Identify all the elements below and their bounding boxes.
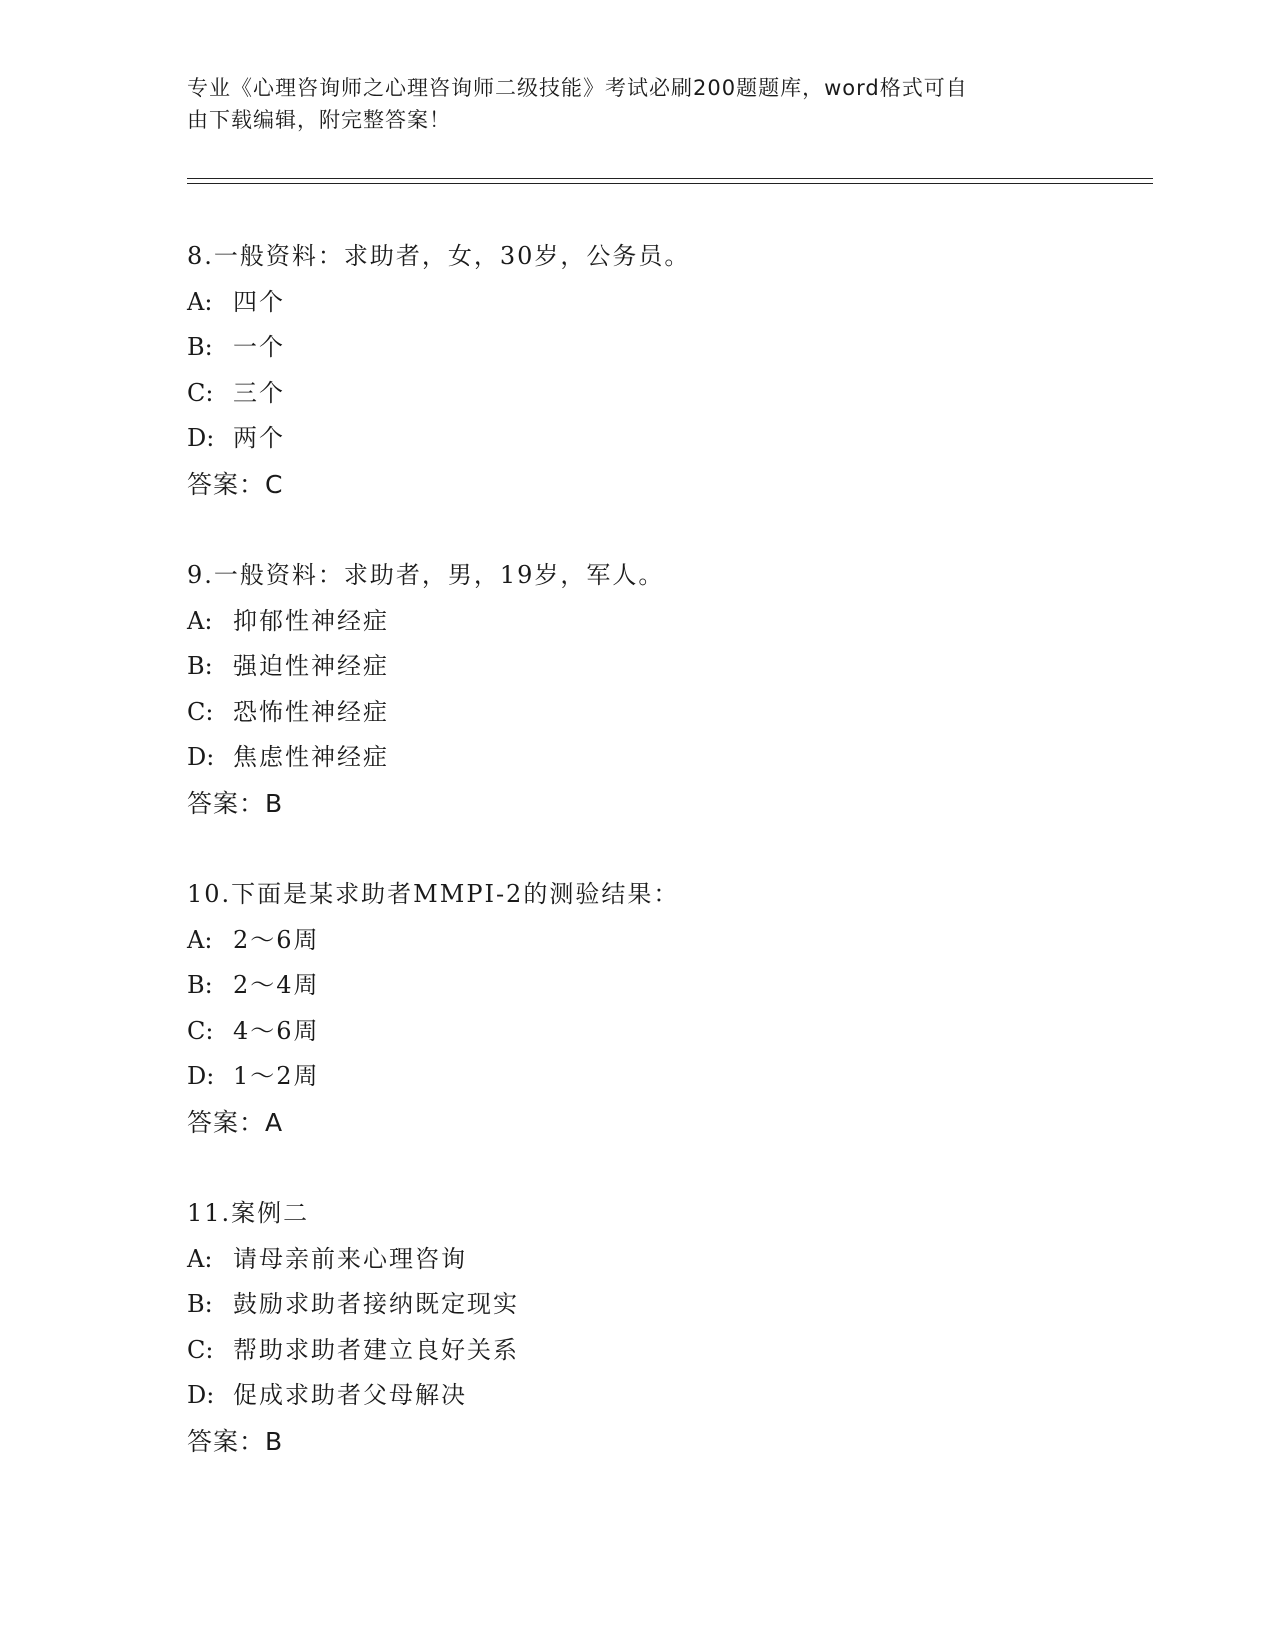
option-d: [187, 1054, 1087, 1100]
option-text: 一个: [233, 333, 285, 361]
answer-line: 答案：A: [187, 1107, 284, 1137]
header-line-2: 由下载编辑，附完整答案！: [187, 108, 451, 132]
question-block: [187, 1191, 1087, 1464]
answer-line: 答案：B: [187, 788, 284, 818]
option-text: 2～6周: [233, 925, 320, 954]
option-letter: C:: [187, 378, 214, 407]
option-d: [187, 735, 1087, 781]
option-letter: B:: [187, 652, 213, 680]
header-divider-top: [187, 178, 1153, 179]
option-text: 鼓励求助者接纳既定现实: [233, 1290, 519, 1318]
option-b: [187, 325, 1087, 371]
question-block: [187, 872, 1087, 1145]
option-letter: A:: [187, 925, 213, 954]
option-d: [187, 416, 1087, 462]
question-stem: 10.下面是某求助者MMPI-2的测验结果：: [187, 880, 680, 908]
option-text: 恐怖性神经症: [233, 697, 389, 726]
option-letter: D:: [187, 743, 215, 771]
option-letter: A:: [187, 606, 213, 635]
option-b: [187, 963, 1087, 1009]
option-text: 三个: [233, 378, 285, 407]
option-letter: D:: [187, 1062, 215, 1090]
option-a: [187, 918, 1087, 964]
question-stem: 11.案例二: [187, 1199, 310, 1227]
question-stem: 9.一般资料：求助者，男，19岁，军人。: [187, 561, 665, 589]
option-c: [187, 1328, 1087, 1374]
option-text: 4～6周: [233, 1016, 320, 1045]
option-letter: B:: [187, 333, 213, 361]
option-d: [187, 1373, 1087, 1419]
option-letter: C:: [187, 697, 214, 726]
option-text: 焦虑性神经症: [233, 743, 389, 771]
option-letter: A:: [187, 1244, 213, 1273]
option-text: 2～4周: [233, 971, 320, 999]
option-a: [187, 280, 1087, 326]
answer-line: 答案：B: [187, 1426, 284, 1456]
option-text: 两个: [233, 424, 285, 452]
option-c: [187, 1009, 1087, 1055]
option-text: 请母亲前来心理咨询: [233, 1244, 467, 1273]
header-divider-bottom: [187, 183, 1153, 184]
option-text: 帮助求助者建立良好关系: [233, 1335, 519, 1364]
option-letter: C:: [187, 1016, 214, 1045]
document-header: [187, 72, 1067, 136]
question-block: [187, 234, 1087, 507]
option-letter: D:: [187, 424, 215, 452]
option-text: 强迫性神经症: [233, 652, 389, 680]
question-stem: 8.一般资料：求助者，女，30岁，公务员。: [187, 242, 691, 270]
option-b: [187, 644, 1087, 690]
option-a: [187, 1237, 1087, 1283]
option-letter: B:: [187, 1290, 213, 1318]
option-a: [187, 599, 1087, 645]
option-letter: B:: [187, 971, 213, 999]
option-letter: D:: [187, 1381, 215, 1409]
option-text: 1～2周: [233, 1062, 320, 1090]
option-text: 促成求助者父母解决: [233, 1381, 467, 1409]
option-text: 四个: [233, 287, 285, 316]
option-letter: A:: [187, 287, 213, 316]
option-b: [187, 1282, 1087, 1328]
option-text: 抑郁性神经症: [233, 606, 389, 635]
option-c: [187, 690, 1087, 736]
option-letter: C:: [187, 1335, 214, 1364]
answer-line: 答案：C: [187, 469, 284, 499]
option-c: [187, 371, 1087, 417]
question-block: [187, 553, 1087, 826]
header-line-1: 专业《心理咨询师之心理咨询师二级技能》考试必刷200题题库，word格式可自: [187, 76, 968, 100]
